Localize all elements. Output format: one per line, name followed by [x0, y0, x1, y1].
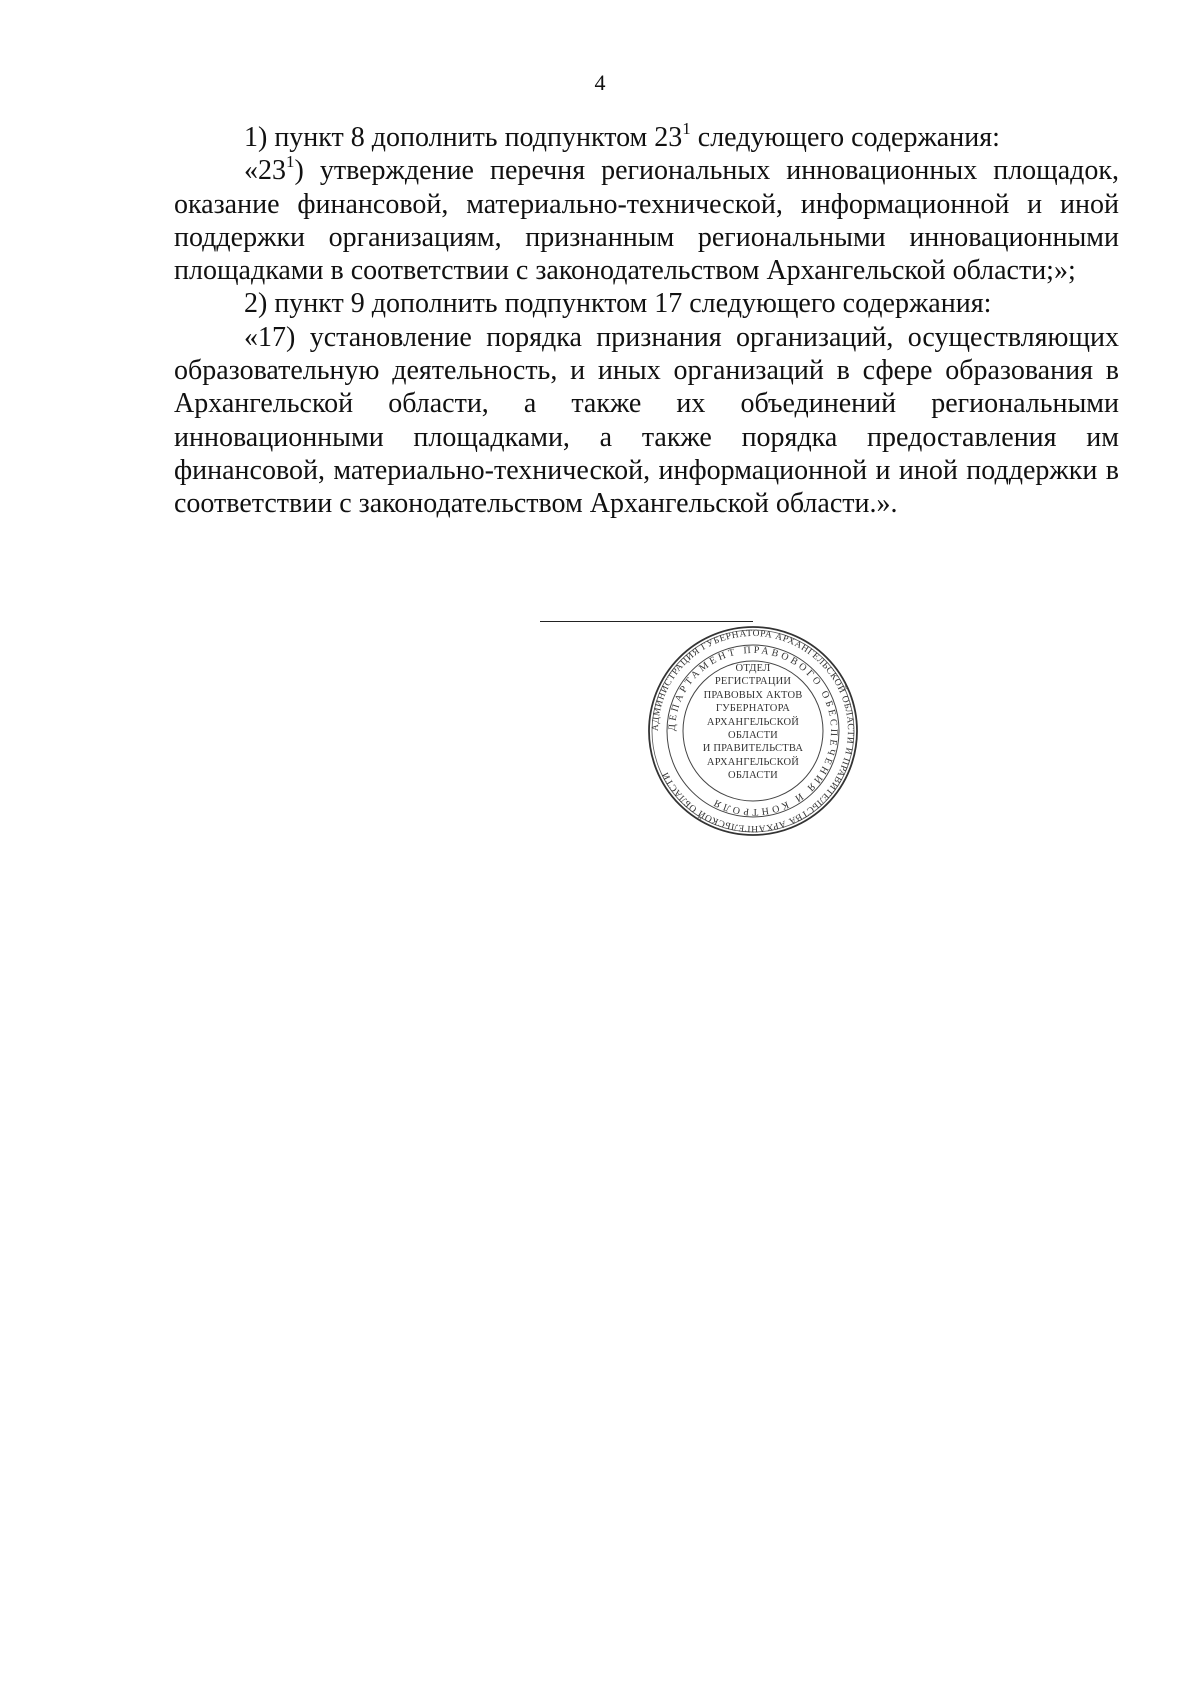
- paragraph-3: 2) пункт 9 дополнить подпунктом 17 следующего содержания:: [244, 288, 992, 320]
- paragraph-4: «17) установление порядка признания организаций, осуществляющих образовательную деятельность, и иных организаций в сфере образования в Архангельской области, а также их объединений региональными инновационными площадками, а также порядка предоставления им финансовой, материально-технической, информационной и иной поддержки в соответствии с законодательством Архангельской области.».: [174, 321, 1119, 520]
- seal-outer-text: АДМИНИСТРАЦИЯ ГУБЕРНАТОРА АРХАНГЕЛЬСКОЙ ОБЛАСТИ И ПРАВИТЕЛЬСТВА АРХАНГЕЛЬСКОЙ ОБЛАСТИ: [650, 628, 856, 834]
- paragraph-2: «$23^1$) утверждение перечня региональных инновационных площадок, оказание финансовой, материально-технической, информационной и иной поддержки организациям, признанным региональными инновационными площадками в соответствии с законодательством Архангельской области;»;: [174, 151, 1119, 287]
- page-number: 4: [594, 70, 606, 95]
- official-seal-stamp: [646, 624, 860, 838]
- seal-ring-text: ДЕПАРТАМЕНТ ПРАВОВОГО ОБЕСПЕЧЕНИЯ И КОНТРОЛЯ: [666, 644, 840, 818]
- seal-inner-text: ОТДЕЛ РЕГИСТРАЦИИ ПРАВОВЫХ АКТОВ ГУБЕРНАТОРА АРХАНГЕЛЬСКОЙ ОБЛАСТИ И ПРАВИТЕЛЬСТВА АРХАНГЕЛЬСКОЙ ОБЛАСТИ: [702, 663, 804, 782]
- document-body: [174, 118, 1119, 521]
- separator-line: [540, 621, 753, 622]
- paragraph-1: 1) пункт 8 дополнить подпунктом $23^1$ следующего содержания:: [244, 118, 1000, 153]
